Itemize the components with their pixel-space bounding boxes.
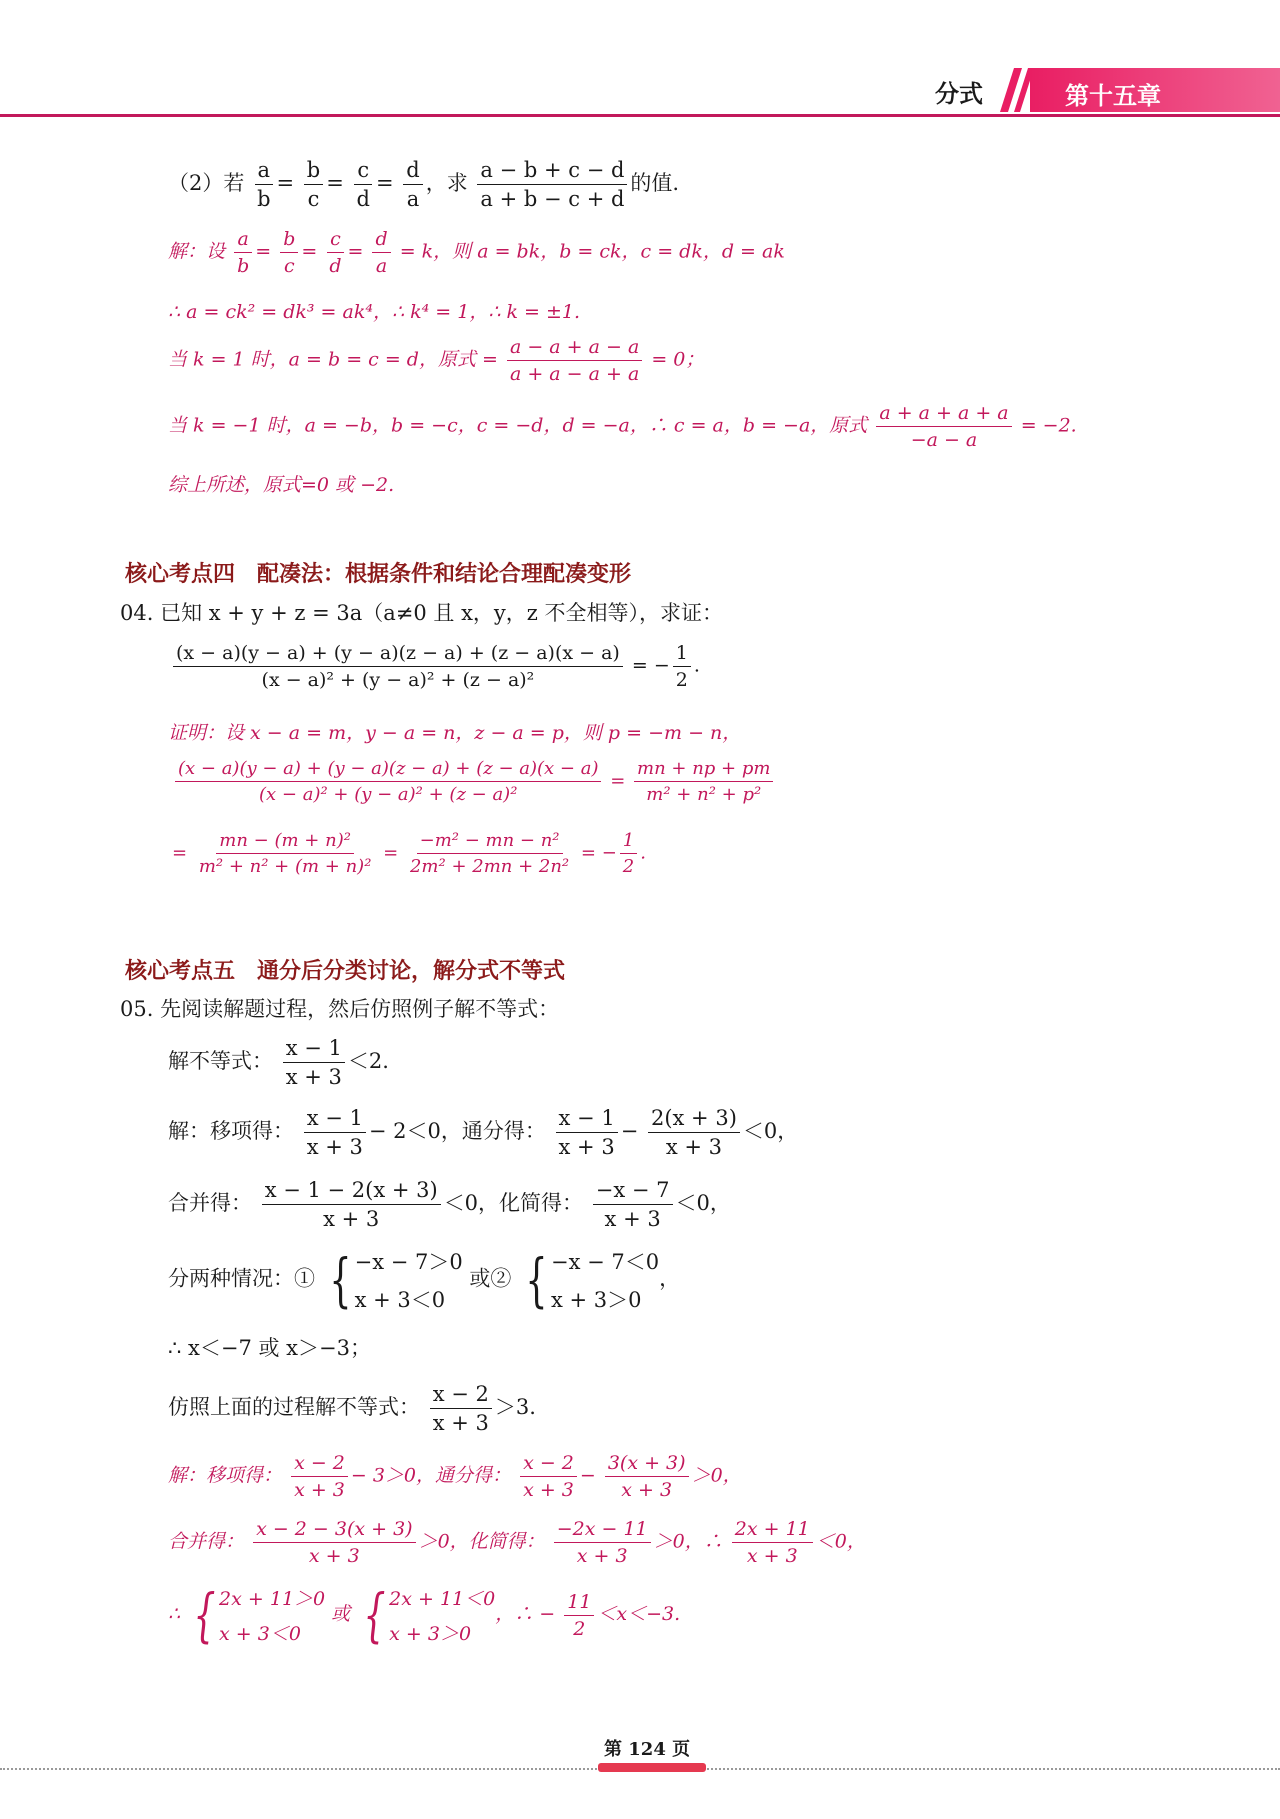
question-05: 05. 先阅读解题过程，然后仿照例子解不等式：	[120, 997, 560, 1021]
solution-2-line-2: ∴ a = ck² = dk³ = ak⁴，∴ k⁴ = 1，∴ k = ±1.	[168, 301, 581, 323]
page-number: 第 124 页	[604, 1739, 691, 1760]
question-number: 05.	[120, 997, 154, 1021]
example-step-1: 解：移项得： $\frac{x - 1}{x + 3}$ − 2＜0，通分得： $\frac{x - 1}{x + 3}$ − $\frac{2(x + 3)}{x + 3}$ ＜0，	[168, 1106, 799, 1159]
example-inequality: 解不等式： $\frac{x - 1}{x + 3}$ ＜2.	[168, 1036, 389, 1089]
header-rule	[0, 114, 1280, 117]
example-step-2: 合并得： $\frac{x - 1 - 2(x + 3)}{x + 3}$ ＜0，化简得： $\frac{-x - 7}{x + 3}$ ＜0，	[168, 1178, 731, 1231]
solution-5-line-3: ∴ { 2x + 11＞0 x + 3＜0 或 { 2x + 11＜0 x + 3＞0 ，∴ − $\frac{11}{2}$ ＜x＜−3.	[168, 1581, 681, 1649]
chapter-topic: 分式	[935, 80, 983, 108]
chapter-label-tab	[1030, 68, 1280, 112]
question-04: 04. 已知 x + y + z = 3a（a≠0 且 x，y，z 不全相等），求证：	[120, 601, 724, 625]
solution-5-line-2: 合并得： $\frac{x - 2 - 3(x + 3)}{x + 3}$ ＞0，化简得： $\frac{-2x - 11}{x + 3}$ ＞0，∴ $\frac{2x + 11}{x + 3}$ ＜0，	[168, 1518, 866, 1567]
solution-5-line-1: 解：移项得： $\frac{x - 2}{x + 3}$ − 3＞0，通分得： $\frac{x - 2}{x + 3}$ − $\frac{3(x + 3)}{x + 3}$ ＞0，	[168, 1452, 742, 1501]
solution-2-line-1: 解：设 $\frac{a}{b}$ = $\frac{b}{c}$ = $\frac{c}{d}$ = $\frac{d}{a}$ = k，则 a = bk，b = ck，c = dk，d = ak	[168, 228, 785, 277]
solution-2-line-3: 当 k = 1 时，a = b = c = d，原式 = $\frac{a - a + a - a}{a + a - a + a}$ = 0；	[168, 336, 705, 385]
section-5-title: 核心考点五 通分后分类讨论，解分式不等式	[125, 958, 566, 984]
example-step-cases: 分两种情况：① { −x − 7＞0 x + 3＜0 或② { −x − 7＜0 x + 3＞0 ，	[168, 1246, 681, 1314]
chapter-header	[0, 0, 1280, 120]
solution-2-conclusion: 综上所述，原式=0 或 −2.	[168, 474, 395, 496]
chapter-label: 第十五章	[1065, 82, 1161, 110]
solution-4-line-2: $\frac{(x - a)(y - a) + (y - a)(z - a) + (z - a)(x - a)}{\text{(x − a)² + (y − a)² + (z − a)²}}$ = $\frac{mn + np + pm}{\text{m² + n² + p²}}$	[172, 758, 776, 805]
solution-4-line-1: 证明：设 x − a = m，y − a = n，z − a = p，则 p = −m − n，	[168, 722, 742, 744]
footer-page-marker	[598, 1763, 706, 1772]
problem-2: （2）若 $\frac{a}{b}$ = $\frac{b}{c}$ = $\frac{c}{d}$ = $\frac{d}{a}$ ，求 $\frac{a - b + c - d}{a + b - c + d}$ 的值.	[168, 158, 680, 211]
question-04-equation: $\frac{(x - a)(y - a) + (y - a)(z - a) + (z - a)(x - a)}{\text{(x − a)² + (y − a)² + (z − a)²}}$ = − $\frac{1}{2}$ .	[170, 642, 700, 691]
exercise-inequality: 仿照上面的过程解不等式： $\frac{x - 2}{x + 3}$ ＞3.	[168, 1382, 536, 1435]
solution-2-line-4: 当 k = −1 时，a = −b，b = −c，c = −d，d = −a，∴ c = a，b = −a，原式 $\frac{a + a + a + a}{-a - a}$ = −2.	[168, 402, 1077, 451]
header-slash-decoration	[1000, 68, 1034, 112]
section-4-title: 核心考点四 配凑法：根据条件和结论合理配凑变形	[125, 561, 632, 587]
example-result: ∴ x＜−7 或 x＞−3；	[168, 1336, 371, 1360]
question-number: 04.	[120, 601, 154, 625]
solution-4-line-3: = $\frac{\text{mn − (m + n)²}}{\text{m² + n² + (m + n)²}}$ = $\frac{\text{−m² − mn − n²}}{\text{2m² + 2mn + 2n²}}$ = − $\frac{1}{2}$ .	[172, 830, 646, 877]
